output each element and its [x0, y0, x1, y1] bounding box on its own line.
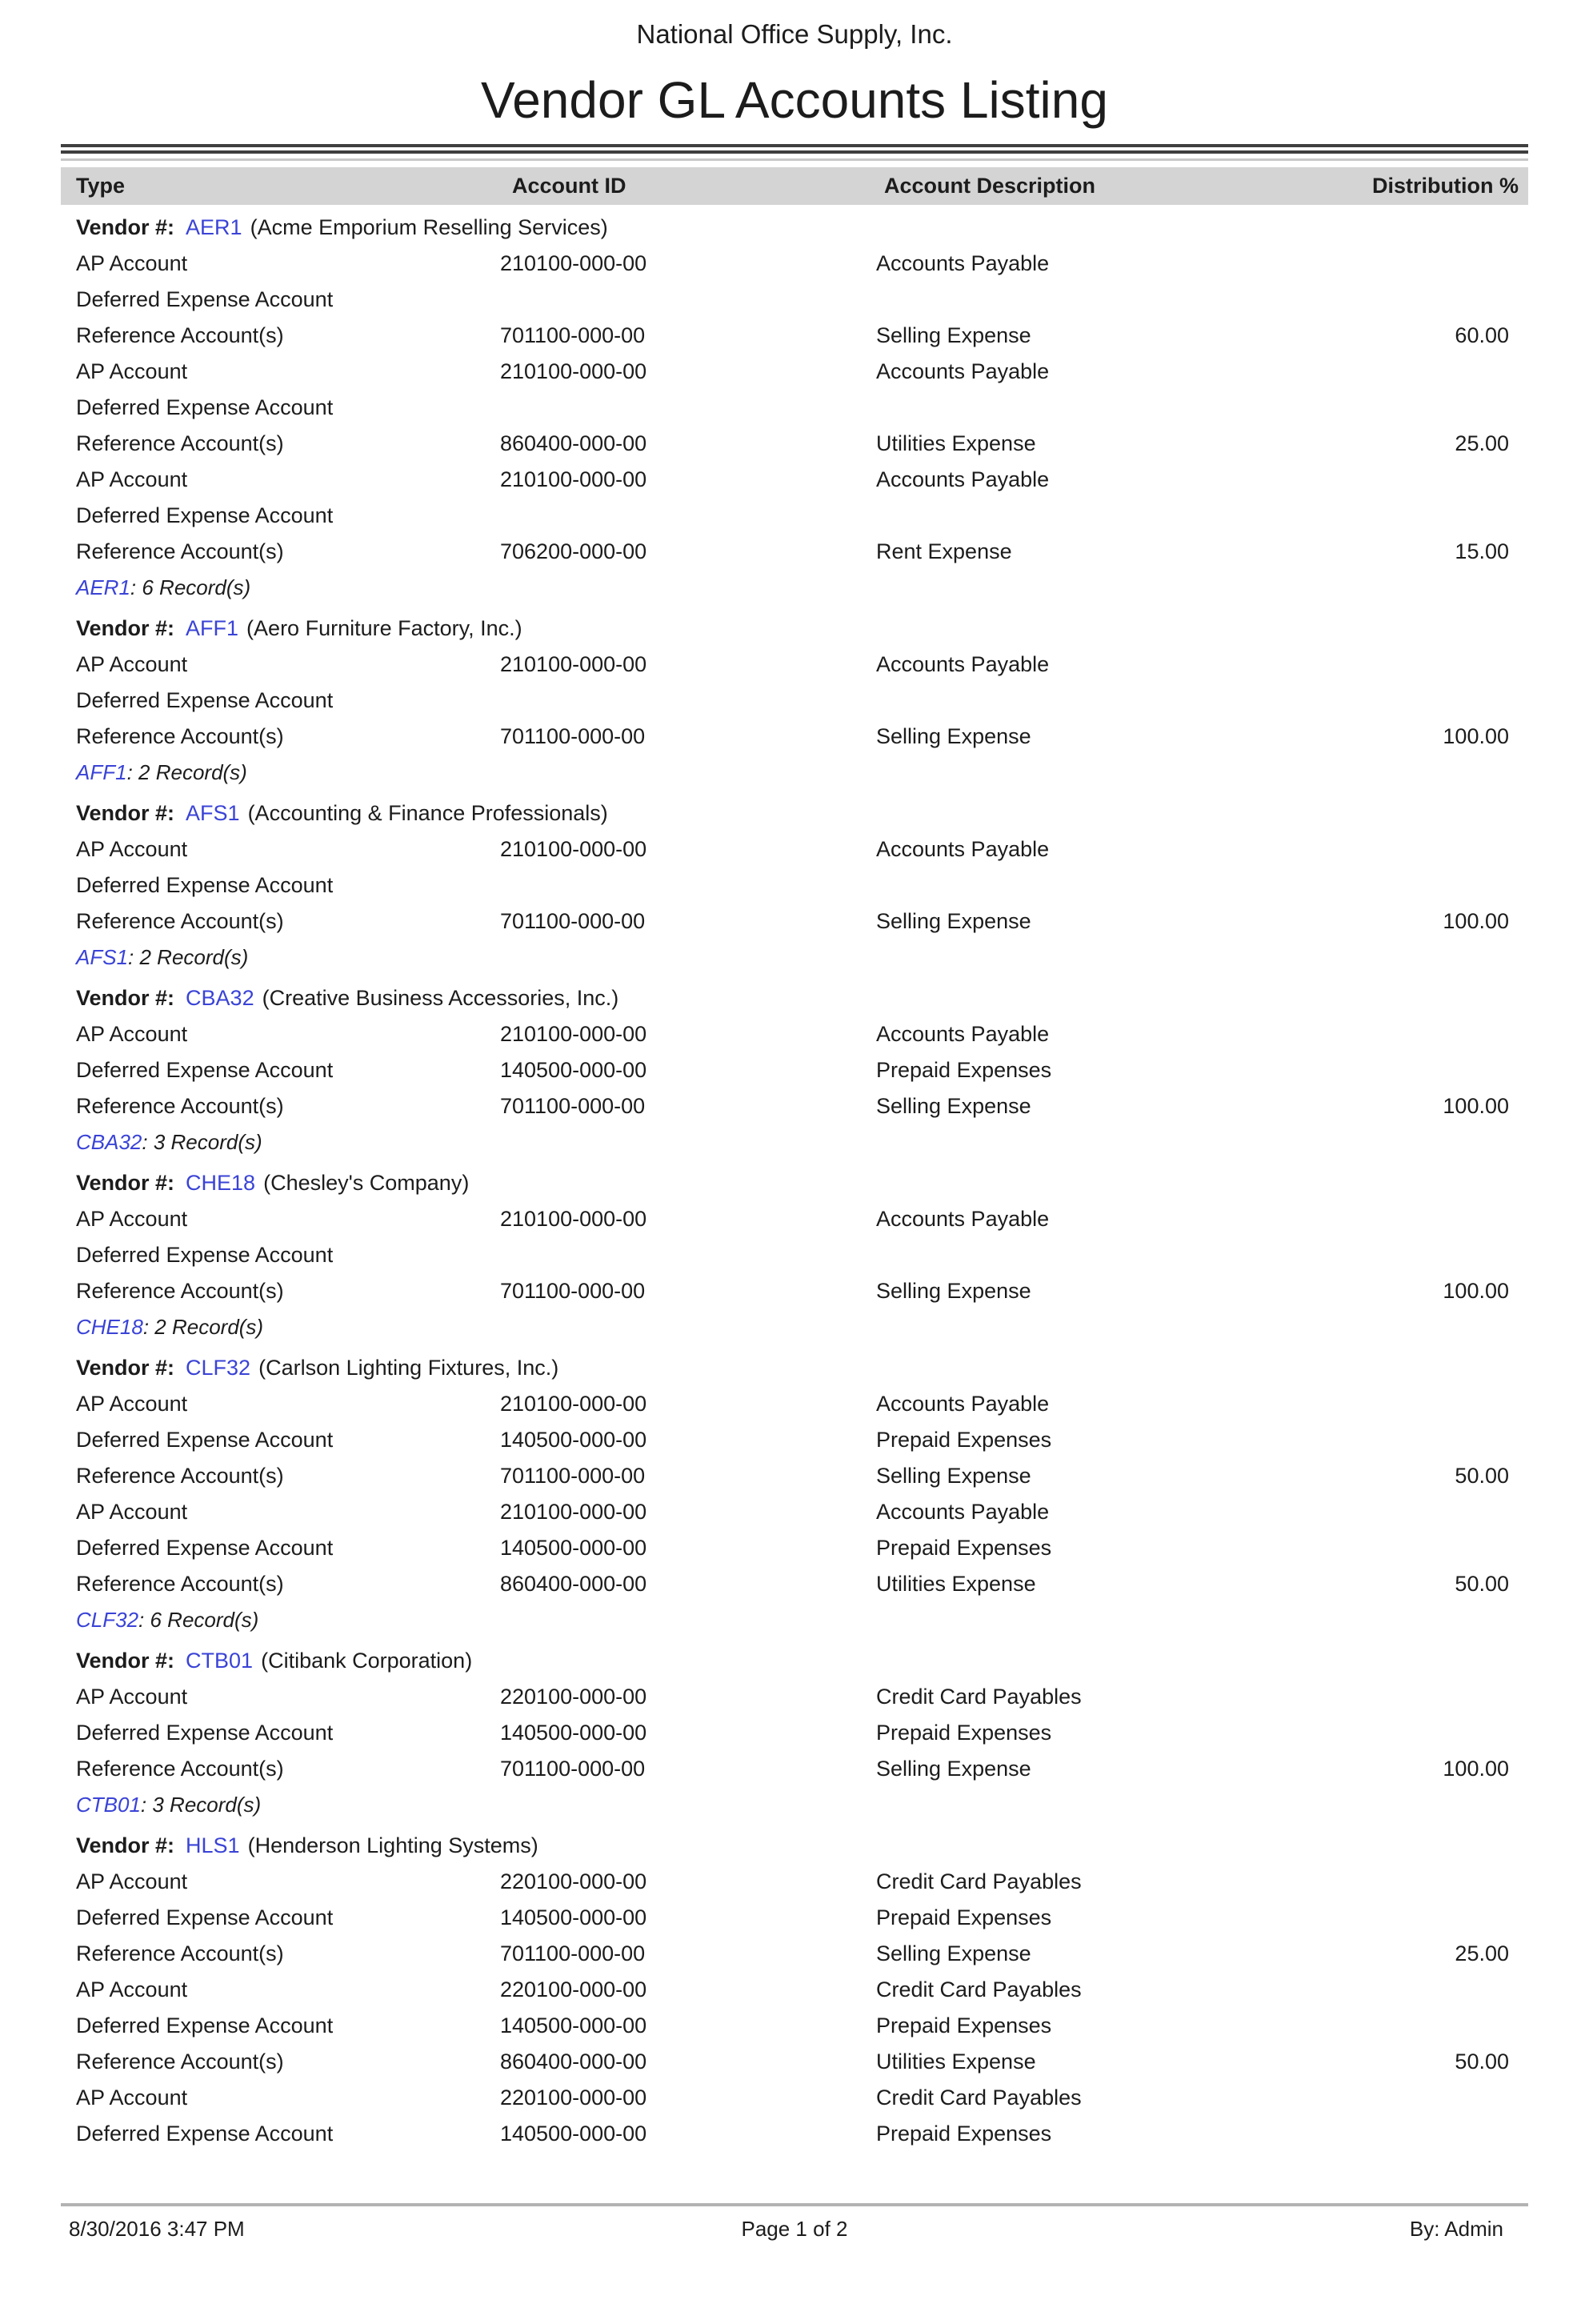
vendor-header-line [61, 1165, 1528, 1201]
vendor-number-label: Vendor #: [76, 801, 175, 825]
account-row [61, 1864, 1528, 1900]
account-row [61, 1900, 1528, 1936]
vendor-block [61, 980, 1528, 1160]
account-row-type: Reference Account(s) [76, 1572, 284, 1596]
account-row [61, 1201, 1528, 1237]
account-row-type: AP Account [76, 1500, 188, 1524]
account-row-description: Prepaid Expenses [876, 1905, 1052, 1929]
account-row [61, 462, 1528, 498]
account-row-description: Credit Card Payables [876, 1977, 1082, 2001]
account-row-distribution: 50.00 [1455, 1464, 1509, 1488]
account-row-description: Accounts Payable [876, 467, 1050, 491]
vendor-summary [61, 570, 1528, 606]
account-row-type: AP Account [76, 1207, 188, 1231]
account-row [61, 831, 1528, 867]
account-row [61, 426, 1528, 462]
summary-vendor-code: AER1 [76, 575, 130, 599]
account-row-distribution: 25.00 [1455, 1941, 1509, 1965]
account-row-type: Deferred Expense Account [76, 395, 334, 419]
account-row-id: 140500-000-00 [500, 1536, 647, 1560]
account-row [61, 534, 1528, 570]
account-row-type: Deferred Expense Account [76, 503, 334, 527]
account-row-type: Deferred Expense Account [76, 1243, 334, 1267]
footer-user: By: Admin [1409, 2217, 1503, 2241]
vendor-header-line [61, 795, 1528, 831]
account-row-description: Selling Expense [876, 1757, 1031, 1781]
account-row-type: Deferred Expense Account [76, 287, 334, 311]
account-row-distribution: 100.00 [1443, 909, 1509, 933]
vendor-rows [61, 1679, 1528, 1787]
account-row [61, 1936, 1528, 1972]
account-row-description: Selling Expense [876, 1464, 1031, 1488]
summary-vendor-code: CHE18 [76, 1315, 143, 1339]
header-thin-rule [61, 158, 1528, 161]
summary-record-count: : 2 Record(s) [126, 760, 247, 784]
account-row-type: AP Account [76, 1977, 188, 2001]
account-row [61, 246, 1528, 282]
vendor-code: HLS1 [186, 1833, 240, 1857]
account-row-description: Prepaid Expenses [876, 1058, 1052, 1082]
vendor-number-label: Vendor #: [76, 986, 175, 1010]
account-row-id: 210100-000-00 [500, 1392, 647, 1416]
account-row-description: Accounts Payable [876, 652, 1050, 676]
account-row-distribution: 60.00 [1455, 323, 1509, 347]
account-row [61, 498, 1528, 534]
vendor-number-label: Vendor #: [76, 1833, 175, 1857]
vendor-name: (Henderson Lighting Systems) [247, 1833, 538, 1857]
column-header-row [61, 167, 1528, 205]
vendor-number-label: Vendor #: [76, 1649, 175, 1673]
account-row-distribution: 25.00 [1455, 431, 1509, 455]
vendor-name: (Accounting & Finance Professionals) [247, 801, 608, 825]
account-row-distribution: 50.00 [1455, 1572, 1509, 1596]
vendor-rows [61, 1864, 1528, 2152]
account-row-type: AP Account [76, 1392, 188, 1416]
vendor-code: AFF1 [186, 616, 239, 640]
account-row [61, 1494, 1528, 1530]
account-row-type: Deferred Expense Account [76, 688, 334, 712]
account-row-description: Selling Expense [876, 724, 1031, 748]
vendor-block [61, 795, 1528, 976]
account-row [61, 2008, 1528, 2044]
account-row-type: AP Account [76, 1022, 188, 1046]
account-row-distribution: 100.00 [1443, 1757, 1509, 1781]
account-row [61, 354, 1528, 390]
company-name: National Office Supply, Inc. [636, 19, 953, 49]
vendor-header-line [61, 1643, 1528, 1679]
account-row-type: AP Account [76, 652, 188, 676]
account-row-type: Reference Account(s) [76, 323, 284, 347]
account-row-description: Utilities Expense [876, 431, 1036, 455]
account-row-description: Utilities Expense [876, 2050, 1036, 2074]
account-row-id: 210100-000-00 [500, 467, 647, 491]
vendor-name: (Creative Business Accessories, Inc.) [262, 986, 619, 1010]
summary-record-count: : 2 Record(s) [142, 1315, 264, 1339]
account-row-id: 220100-000-00 [500, 2086, 647, 2110]
account-row-type: Reference Account(s) [76, 539, 284, 563]
summary-vendor-code: CTB01 [76, 1793, 141, 1817]
account-row-description: Utilities Expense [876, 1572, 1036, 1596]
account-row [61, 904, 1528, 940]
account-row-type: Deferred Expense Account [76, 1905, 334, 1929]
account-row-description: Prepaid Expenses [876, 2013, 1052, 2038]
account-row-description: Selling Expense [876, 323, 1031, 347]
summary-vendor-code: CLF32 [76, 1608, 139, 1632]
vendor-code: CLF32 [186, 1356, 251, 1380]
vendor-header-line [61, 1350, 1528, 1386]
vendor-number-label: Vendor #: [76, 1356, 175, 1380]
summary-vendor-code: AFS1 [76, 945, 129, 969]
vendor-summary [61, 755, 1528, 791]
vendor-number-label: Vendor #: [76, 1171, 175, 1195]
account-row-type: AP Account [76, 359, 188, 383]
account-row-type: Deferred Expense Account [76, 1428, 334, 1452]
vendor-code: AFS1 [186, 801, 240, 825]
account-row-id: 210100-000-00 [500, 1207, 647, 1231]
account-row [61, 1386, 1528, 1422]
account-row [61, 1715, 1528, 1751]
account-row-type: AP Account [76, 2086, 188, 2110]
account-row-description: Selling Expense [876, 1279, 1031, 1303]
summary-record-count: : 6 Record(s) [130, 575, 251, 599]
report-header [0, 19, 1589, 130]
vendor-rows [61, 1016, 1528, 1124]
vendor-name: (Aero Furniture Factory, Inc.) [246, 616, 522, 640]
account-row-type: Deferred Expense Account [76, 2122, 334, 2146]
vendor-summary [61, 1309, 1528, 1345]
account-row-id: 860400-000-00 [500, 2050, 647, 2074]
account-row-type: Deferred Expense Account [76, 873, 334, 897]
account-row-type: Deferred Expense Account [76, 2013, 334, 2038]
account-row-id: 140500-000-00 [500, 1905, 647, 1929]
account-row-type: AP Account [76, 467, 188, 491]
column-header-account-id: Account ID [512, 174, 626, 198]
account-row-id: 210100-000-00 [500, 1500, 647, 1524]
account-row-description: Prepaid Expenses [876, 1721, 1052, 1745]
vendor-block [61, 1828, 1528, 2152]
account-row [61, 2044, 1528, 2080]
vendor-name: (Carlson Lighting Fixtures, Inc.) [258, 1356, 559, 1380]
vendor-rows [61, 1386, 1528, 1602]
vendor-block [61, 210, 1528, 606]
account-row [61, 1088, 1528, 1124]
vendor-code: CHE18 [186, 1171, 256, 1195]
vendor-header-line [61, 1828, 1528, 1864]
account-row [61, 390, 1528, 426]
account-row-type: Reference Account(s) [76, 724, 284, 748]
account-row-distribution: 50.00 [1455, 2050, 1509, 2074]
account-row-type: Reference Account(s) [76, 431, 284, 455]
account-row-id: 140500-000-00 [500, 2013, 647, 2038]
account-row-id: 220100-000-00 [500, 1869, 647, 1893]
vendor-name: (Acme Emporium Reselling Services) [250, 215, 608, 239]
footer-page-number: Page 1 of 2 [741, 2217, 848, 2241]
vendor-block [61, 1643, 1528, 1823]
account-row [61, 1273, 1528, 1309]
account-row [61, 282, 1528, 318]
account-row-id: 701100-000-00 [500, 724, 646, 748]
vendor-summary [61, 940, 1528, 976]
account-row-id: 701100-000-00 [500, 323, 646, 347]
account-row-description: Selling Expense [876, 909, 1031, 933]
account-row-id: 701100-000-00 [500, 1464, 646, 1488]
vendor-rows [61, 647, 1528, 755]
vendor-rows [61, 1201, 1528, 1309]
vendor-name: (Chesley's Company) [263, 1171, 470, 1195]
account-row-id: 701100-000-00 [500, 1757, 646, 1781]
account-row-id: 210100-000-00 [500, 359, 647, 383]
account-row-description: Accounts Payable [876, 1022, 1050, 1046]
account-row-type: Reference Account(s) [76, 1464, 284, 1488]
account-row [61, 867, 1528, 904]
account-row [61, 1422, 1528, 1458]
column-header-type: Type [76, 174, 126, 198]
account-row-id: 220100-000-00 [500, 1977, 647, 2001]
account-row-distribution: 100.00 [1443, 1279, 1509, 1303]
vendor-header-line [61, 611, 1528, 647]
account-row-type: Deferred Expense Account [76, 1721, 334, 1745]
vendor-code: AER1 [186, 215, 242, 239]
account-row [61, 1016, 1528, 1052]
footer-timestamp: 8/30/2016 3:47 PM [69, 2217, 245, 2241]
account-row-type: Reference Account(s) [76, 1757, 284, 1781]
account-row-id: 210100-000-00 [500, 251, 647, 275]
page-footer [61, 2217, 1528, 2242]
footer-rule [61, 2203, 1528, 2206]
account-row-description: Credit Card Payables [876, 2086, 1082, 2110]
account-row [61, 318, 1528, 354]
summary-record-count: : 2 Record(s) [128, 945, 249, 969]
account-row-description: Prepaid Expenses [876, 1536, 1052, 1560]
account-row [61, 1530, 1528, 1566]
summary-vendor-code: CBA32 [76, 1130, 142, 1154]
account-row-type: Reference Account(s) [76, 1941, 284, 1965]
account-row-description: Selling Expense [876, 1094, 1031, 1118]
account-row-type: AP Account [76, 251, 188, 275]
account-row-id: 140500-000-00 [500, 1428, 647, 1452]
vendor-number-label: Vendor #: [76, 616, 175, 640]
vendor-block [61, 1350, 1528, 1638]
page-title: Vendor GL Accounts Listing [481, 71, 1108, 129]
account-row-id: 210100-000-00 [500, 652, 647, 676]
vendor-header-line [61, 210, 1528, 246]
account-row-description: Accounts Payable [876, 359, 1050, 383]
account-row-type: Reference Account(s) [76, 909, 284, 933]
account-row [61, 1052, 1528, 1088]
summary-record-count: : 3 Record(s) [142, 1130, 262, 1154]
vendor-number-label: Vendor #: [76, 215, 175, 239]
account-row-id: 140500-000-00 [500, 1721, 647, 1745]
account-row-type: Reference Account(s) [76, 1094, 284, 1118]
account-row [61, 1751, 1528, 1787]
vendor-header-line [61, 980, 1528, 1016]
account-row [61, 683, 1528, 719]
account-row-type: AP Account [76, 1869, 188, 1893]
account-row-id: 701100-000-00 [500, 1941, 646, 1965]
account-row-id: 701100-000-00 [500, 1279, 646, 1303]
account-row-id: 210100-000-00 [500, 837, 647, 861]
account-row-description: Credit Card Payables [876, 1685, 1082, 1709]
account-row [61, 2080, 1528, 2116]
account-row-type: Deferred Expense Account [76, 1536, 334, 1560]
vendor-block [61, 1165, 1528, 1345]
account-row-type: Reference Account(s) [76, 1279, 284, 1303]
account-row-description: Prepaid Expenses [876, 1428, 1052, 1452]
account-row-id: 701100-000-00 [500, 909, 646, 933]
account-row-id: 701100-000-00 [500, 1094, 646, 1118]
account-row-distribution: 15.00 [1455, 539, 1509, 563]
column-header-distribution: Distribution % [1372, 174, 1519, 198]
summary-record-count: : 6 Record(s) [138, 1608, 259, 1632]
account-row [61, 1679, 1528, 1715]
account-row-description: Selling Expense [876, 1941, 1031, 1965]
vendor-summary [61, 1602, 1528, 1638]
account-row-description: Accounts Payable [876, 251, 1050, 275]
account-row [61, 2116, 1528, 2152]
account-row [61, 719, 1528, 755]
account-row [61, 1566, 1528, 1602]
column-header-description: Account Description [884, 174, 1096, 198]
account-row-id: 210100-000-00 [500, 1022, 647, 1046]
account-row-description: Prepaid Expenses [876, 2122, 1052, 2146]
account-row-type: AP Account [76, 837, 188, 861]
account-row [61, 647, 1528, 683]
summary-record-count: : 3 Record(s) [140, 1793, 262, 1817]
account-row [61, 1972, 1528, 2008]
account-row-description: Accounts Payable [876, 1500, 1050, 1524]
vendor-code: CTB01 [186, 1649, 254, 1673]
account-row [61, 1237, 1528, 1273]
vendor-rows [61, 831, 1528, 940]
account-row-description: Accounts Payable [876, 1207, 1050, 1231]
account-row-id: 140500-000-00 [500, 1058, 647, 1082]
account-row-description: Accounts Payable [876, 837, 1050, 861]
vendor-block [61, 611, 1528, 791]
account-row-id: 706200-000-00 [500, 539, 647, 563]
vendor-summary [61, 1124, 1528, 1160]
account-row-id: 860400-000-00 [500, 1572, 647, 1596]
account-row-id: 220100-000-00 [500, 1685, 647, 1709]
vendor-blocks [61, 210, 1528, 2152]
header-double-rule [61, 144, 1528, 154]
vendor-code: CBA32 [186, 986, 254, 1010]
vendor-summary [61, 1787, 1528, 1823]
summary-vendor-code: AFF1 [76, 760, 127, 784]
account-row-id: 860400-000-00 [500, 431, 647, 455]
account-row-id: 140500-000-00 [500, 2122, 647, 2146]
account-row-description: Rent Expense [876, 539, 1012, 563]
account-row-type: Deferred Expense Account [76, 1058, 334, 1082]
account-row-description: Accounts Payable [876, 1392, 1050, 1416]
account-row-type: AP Account [76, 1685, 188, 1709]
account-row-distribution: 100.00 [1443, 724, 1509, 748]
account-row-type: Reference Account(s) [76, 2050, 284, 2074]
account-row [61, 1458, 1528, 1494]
vendor-rows [61, 246, 1528, 570]
vendor-name: (Citibank Corporation) [261, 1649, 473, 1673]
account-row-distribution: 100.00 [1443, 1094, 1509, 1118]
account-row-description: Credit Card Payables [876, 1869, 1082, 1893]
